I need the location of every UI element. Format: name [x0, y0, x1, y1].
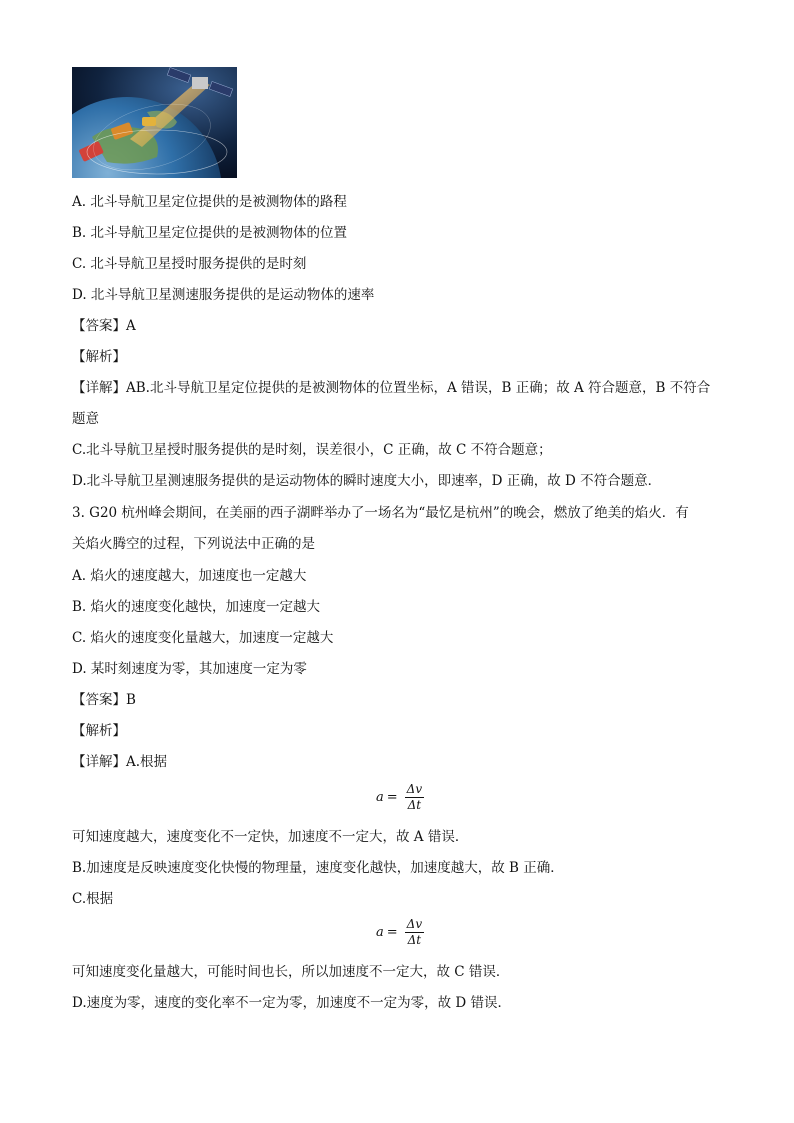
q3-detail-line: 【详解】A.根据	[72, 754, 168, 770]
q3-detail-line: D.速度为零，速度的变化率不一定为零，加速度不一定为零，故 D 错误．	[72, 995, 512, 1011]
q3-option-b: B. 焰火的速度变化越快，加速度一定越大	[72, 599, 321, 615]
q2-option-c: C. 北斗导航卫星授时服务提供的是时刻	[72, 256, 307, 272]
formula-numerator: Δv	[406, 782, 423, 796]
q2-detail-line: C.北斗导航卫星授时服务提供的是时刻，误差很小，C 正确，故 C 不符合题意；	[72, 442, 552, 458]
q2-answer: 【答案】A	[72, 318, 136, 334]
q2-option-b: B. 北斗导航卫星定位提供的是被测物体的位置	[72, 225, 348, 241]
q3-stem: 3. G20 杭州峰会期间，在美丽的西子湖畔举办了一场名为“最忆是杭州”的晚会，燃放了绝美的焰火．有	[72, 505, 689, 521]
q2-detail-line: 【详解】AB.北斗导航卫星定位提供的是被测物体的位置坐标，A 错误，B 正确；故 A 符合题意，B 不符合	[72, 380, 711, 396]
formula-equals: =	[386, 925, 398, 940]
q3-option-a: A. 焰火的速度越大，加速度也一定越大	[72, 568, 307, 584]
q2-detail-line: 题意	[72, 411, 99, 427]
formula-lhs: a	[376, 790, 384, 805]
acceleration-formula	[376, 782, 424, 813]
formula-numerator: Δv	[406, 917, 423, 931]
q2-option-d: D. 北斗导航卫星测速服务提供的是运动物体的速率	[72, 287, 375, 303]
formula-denominator: Δt	[407, 933, 422, 947]
q2-detail-line: D.北斗导航卫星测速服务提供的是运动物体的瞬时速度大小，即速率，D 正确，故 D 不符合题意．	[72, 473, 662, 489]
formula-lhs: a	[376, 925, 384, 940]
acceleration-formula	[376, 917, 424, 948]
q3-detail-line: C.根据	[72, 891, 114, 907]
q3-detail-line: 可知速度变化量越大，可能时间也长，所以加速度不一定大，故 C 错误．	[72, 964, 510, 980]
formula-denominator: Δt	[407, 798, 422, 812]
q3-option-d: D. 某时刻速度为零，其加速度一定为零	[72, 661, 307, 677]
q3-analysis-label: 【解析】	[72, 723, 126, 739]
q3-detail-line: 可知速度越大，速度变化不一定快，加速度不一定大，故 A 错误．	[72, 829, 469, 845]
q3-stem: 关焰火腾空的过程，下列说法中正确的是	[72, 536, 315, 552]
formula-fraction	[405, 782, 424, 813]
satellite-illustration	[72, 67, 237, 178]
q2-option-a: A. 北斗导航卫星定位提供的是被测物体的路程	[72, 194, 347, 210]
formula-equals: =	[386, 790, 398, 805]
q3-answer: 【答案】B	[72, 692, 136, 708]
q2-analysis-label: 【解析】	[72, 349, 126, 365]
formula-fraction	[405, 917, 424, 948]
q3-option-c: C. 焰火的速度变化量越大，加速度一定越大	[72, 630, 334, 646]
q3-detail-line: B.加速度是反映速度变化快慢的物理量，速度变化越快，加速度越大，故 B 正确．	[72, 860, 564, 876]
